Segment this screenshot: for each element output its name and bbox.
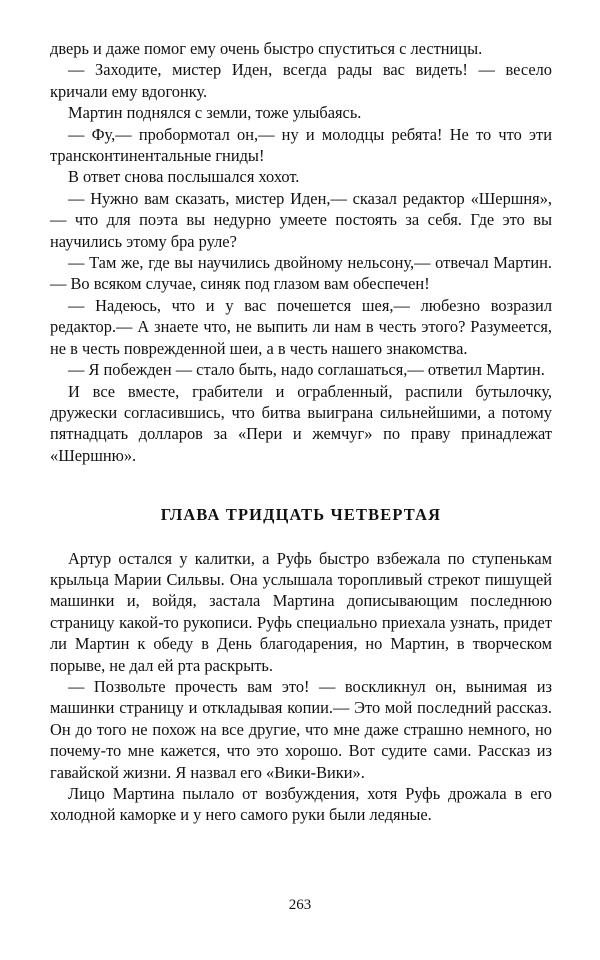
paragraph: Мартин поднялся с земли, тоже улыбаясь. <box>68 103 362 123</box>
page-number: 263 <box>288 897 312 913</box>
paragraph: И все вместе, грабители и ограбленный, распили бутылочку, дружески согласившись, что битва выиграна сильнейшими, а потому пятнадцать долларов за «Пери и жемчуг» по праву принадлежат «Шершню». <box>50 381 552 465</box>
paragraph-dialogue: — Позвольте прочесть вам это! — воскликнул он, вынимая из машинки страницу и откладывая копии.— Это мой последний рассказ. Он до того не похож на все другие, что мне даже страшно немного, но почему-то мне кажется, что это хорошо. Вот судите сами. Рассказ из гавайской жизни. Я назвал его «Вики-Вики». <box>50 676 552 782</box>
paragraph: Артур остался у калитки, а Руфь быстро взбежала по ступенькам крыльца Марии Сильвы. Она услышала торопливый стрекот пишущей машинки и, войдя, застала Мартина дописывающим последнюю страницу какой-то рукописи. Руфь специально приехала узнать, придет ли Мартин к обеду в День благодарения, но Мартин, в творческом порыве, не дал ей рта раскрыть. <box>50 548 552 675</box>
chapter-title: ГЛАВА ТРИДЦАТЬ ЧЕТВЕРТАЯ <box>160 505 442 525</box>
paragraph-dialogue: — Надеюсь, что и у вас почешется шея,— любезно возразил редактор.— А знаете что, не выпить ли нам в честь этого? Разумеется, не в честь поврежденной шеи, а в честь нашего знакомства. <box>50 295 552 358</box>
paragraph-dialogue: — Фу,— пробормотал он,— ну и молодцы ребята! Не то что эти трансконтинентальные гниды! <box>50 124 552 166</box>
paragraph: В ответ снова послышался хохот. <box>68 167 300 187</box>
paragraph-dialogue: — Я побежден — стало быть, надо соглашаться,— ответил Мартин. <box>68 360 545 380</box>
paragraph-dialogue: — Заходите, мистер Иден, всегда рады вас видеть! — весело кричали ему вдогонку. <box>50 60 552 101</box>
paragraph-dialogue: — Нужно вам сказать, мистер Иден,— сказал редактор «Шершня»,— что для поэта вы недурно умеете постоять за себя. Где это вы научились этому бра руле? <box>50 188 552 251</box>
paragraph: Лицо Мартина пылало от возбуждения, хотя Руфь дрожала в его холодной каморке и у него самого руки были ледяные. <box>50 784 552 825</box>
paragraph-continuation: дверь и даже помог ему очень быстро спуститься с лестницы. <box>50 39 483 58</box>
paragraph-dialogue: — Там же, где вы научились двойному нельсону,— отвечал Мартин.— Во всяком случае, синяк под глазом вам обеспечен! <box>50 253 552 294</box>
